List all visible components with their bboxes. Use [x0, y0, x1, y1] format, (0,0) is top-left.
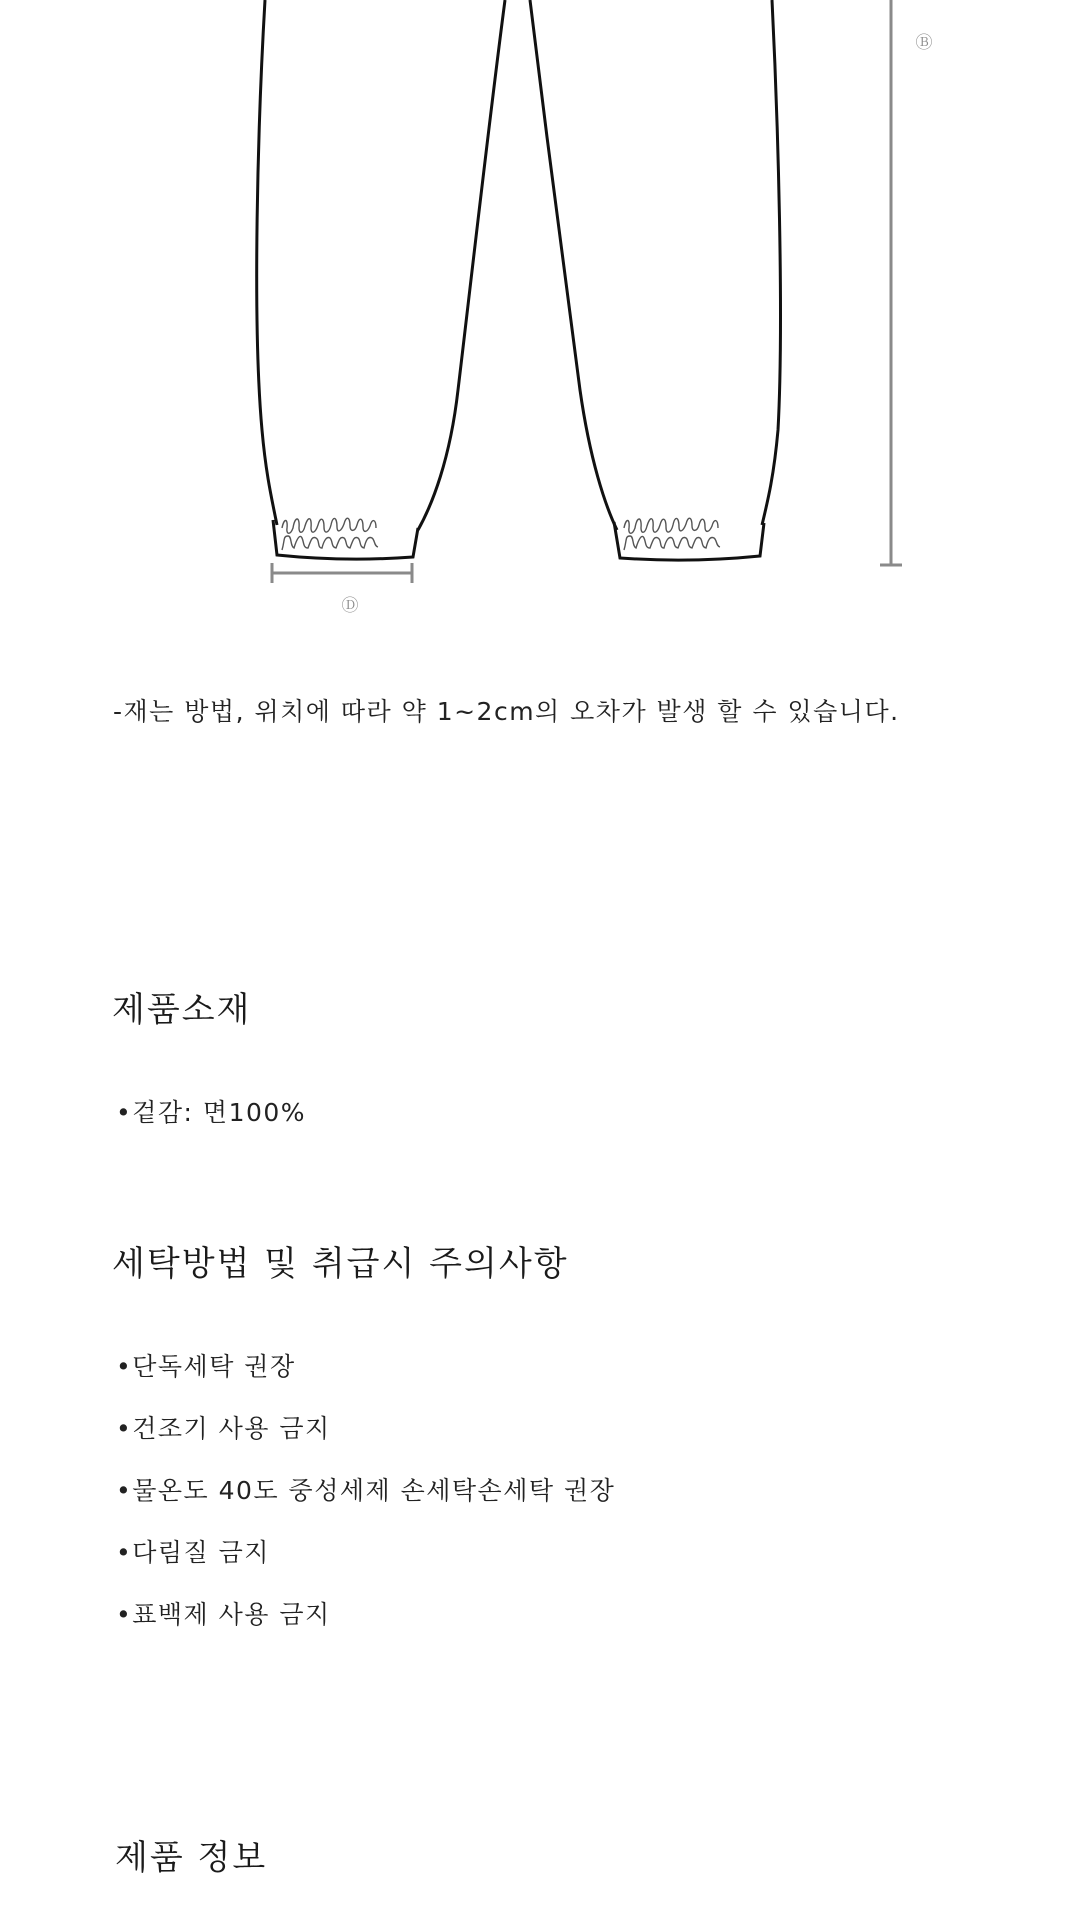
- right-leg-outline: [762, 0, 780, 525]
- care-item-3: •물온도 40도 중성세제 손세탁손세탁 권장: [116, 1476, 616, 1505]
- left-cuff-gathers: [282, 518, 378, 550]
- product-info-title: 제품 정보: [115, 1838, 268, 1878]
- left-leg-outline: [257, 0, 277, 525]
- care-item-4: •다림질 금지: [116, 1538, 270, 1567]
- pants-size-diagram: [0, 0, 1080, 640]
- marker-d: Ⓓ: [341, 596, 359, 616]
- right-cuff: [614, 522, 764, 560]
- measurement-note: -재는 방법, 위치에 따라 약 1~2cm의 오차가 발생 할 수 있습니다.: [113, 697, 900, 726]
- marker-b: Ⓑ: [915, 33, 933, 53]
- care-section-title: 세탁방법 및 취급시 주의사항: [112, 1244, 569, 1284]
- care-item-1: •단독세탁 권장: [116, 1352, 296, 1381]
- care-item-5: •표백제 사용 금지: [116, 1600, 331, 1629]
- material-item: •겉감: 면100%: [116, 1098, 307, 1127]
- right-cuff-gathers: [624, 518, 720, 550]
- pants-illustration: [0, 0, 1080, 640]
- left-leg-inner: [418, 0, 505, 530]
- material-section-title: 제품소재: [112, 990, 252, 1030]
- care-item-2: •건조기 사용 금지: [116, 1414, 331, 1443]
- right-leg-inner: [530, 0, 617, 530]
